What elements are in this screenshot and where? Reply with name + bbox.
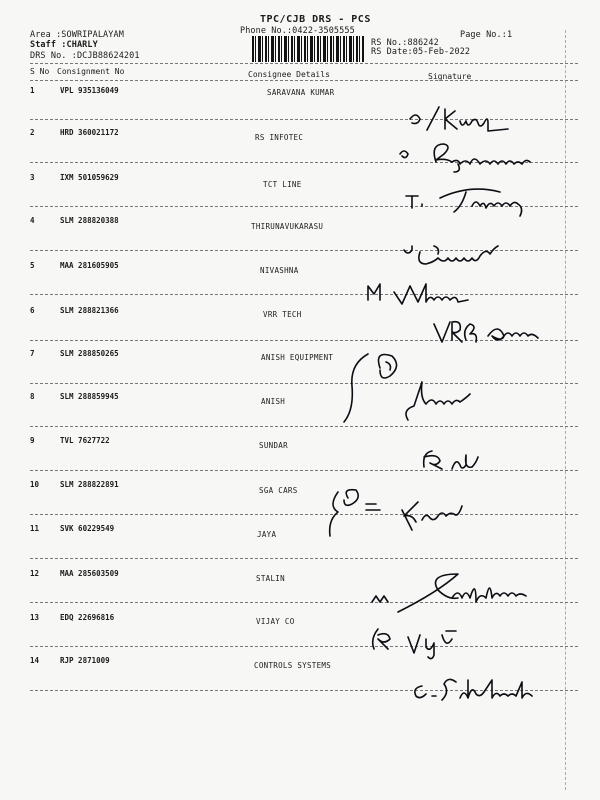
row-consignee: ANISH <box>261 397 286 406</box>
document-title: TPC/CJB DRS - PCS <box>260 14 371 25</box>
row-sno: 14 <box>30 656 40 665</box>
row-consignment-no: HRD 360021172 <box>60 128 119 137</box>
row-sno: 1 <box>30 86 35 95</box>
signature-2 <box>396 140 581 174</box>
row-consignment-no: RJP 2871009 <box>60 656 110 665</box>
row-consignee: THIRUNAVUKARASU <box>251 222 324 231</box>
signature-9 <box>418 447 498 473</box>
row-consignee: NIVASHNA <box>260 266 299 275</box>
row-sno: 6 <box>30 306 35 315</box>
row-consignee: VIJAY CO <box>256 617 295 626</box>
row-sno: 4 <box>30 216 35 225</box>
row-sno: 10 <box>30 480 40 489</box>
row-sno: 12 <box>30 569 40 578</box>
rs-date: RS Date:05-Feb-2022 <box>371 47 471 57</box>
staff-label: Staff :CHARLY <box>30 40 98 50</box>
signature-6 <box>430 318 555 348</box>
phone-number: Phone No.:0422-3505555 <box>240 26 355 36</box>
signature-7-8 <box>342 348 512 428</box>
header-divider-bottom <box>30 80 578 81</box>
signature-1 <box>405 105 525 135</box>
row-consignment-no: VPL 935136049 <box>60 86 119 95</box>
rs-number: RS No.:886242 <box>371 38 439 48</box>
drs-number: DRS No. :DCJB88624201 <box>30 51 140 61</box>
row-consignment-no: SLM 288820388 <box>60 216 119 225</box>
row-consignment-no: EDQ 22696816 <box>60 613 115 622</box>
row-sno: 5 <box>30 261 35 270</box>
column-sno: S No <box>30 67 50 76</box>
row-divider <box>30 558 578 559</box>
column-consignee-details: Consignee Details <box>248 70 330 79</box>
row-consignee: STALIN <box>256 574 285 583</box>
row-consignment-no: SLM 288859945 <box>60 392 119 401</box>
column-consignment-no: Consignment No <box>57 67 125 76</box>
row-sno: 9 <box>30 436 35 445</box>
row-consignee: ANISH EQUIPMENT <box>261 353 334 362</box>
row-consignee: SGA CARS <box>259 486 298 495</box>
row-consignee: JAYA <box>257 530 277 539</box>
barcode-image <box>252 36 364 62</box>
page-number: Page No.:1 <box>460 30 513 40</box>
row-sno: 13 <box>30 613 40 622</box>
row-consignment-no: MAA 285603509 <box>60 569 119 578</box>
row-consignee: RS INFOTEC <box>255 133 304 142</box>
row-sno: 11 <box>30 524 40 533</box>
row-consignee: TCT LINE <box>263 180 302 189</box>
row-sno: 3 <box>30 173 35 182</box>
row-consignee: VRR TECH <box>263 310 302 319</box>
row-consignee: SUNDAR <box>259 441 288 450</box>
row-consignee: CONTROLS SYSTEMS <box>254 661 332 670</box>
row-consignment-no: SLM 288822891 <box>60 480 119 489</box>
column-signature: Signature <box>428 72 472 81</box>
signature-12 <box>368 572 578 616</box>
signature-4 <box>400 242 530 274</box>
row-consignment-no: TVL 7627722 <box>60 436 110 445</box>
signature-10-11 <box>326 484 496 544</box>
signature-14 <box>410 674 570 710</box>
row-divider <box>30 646 578 647</box>
row-sno: 2 <box>30 128 35 137</box>
row-sno: 8 <box>30 392 35 401</box>
row-consignment-no: SLM 288821366 <box>60 306 119 315</box>
header-divider-top <box>30 63 578 64</box>
signature-13 <box>368 625 478 659</box>
row-consignment-no: SVK 60229549 <box>60 524 115 533</box>
row-consignment-no: MAA 281605905 <box>60 261 119 270</box>
row-consignment-no: IXM 501059629 <box>60 173 119 182</box>
row-consignee: SARAVANA KUMAR <box>267 88 335 97</box>
signature-5 <box>366 280 516 308</box>
area-label: Area :SOWRIPALAYAM <box>30 30 124 40</box>
row-sno: 7 <box>30 349 35 358</box>
signature-3 <box>402 186 562 218</box>
row-consignment-no: SLM 288850265 <box>60 349 119 358</box>
